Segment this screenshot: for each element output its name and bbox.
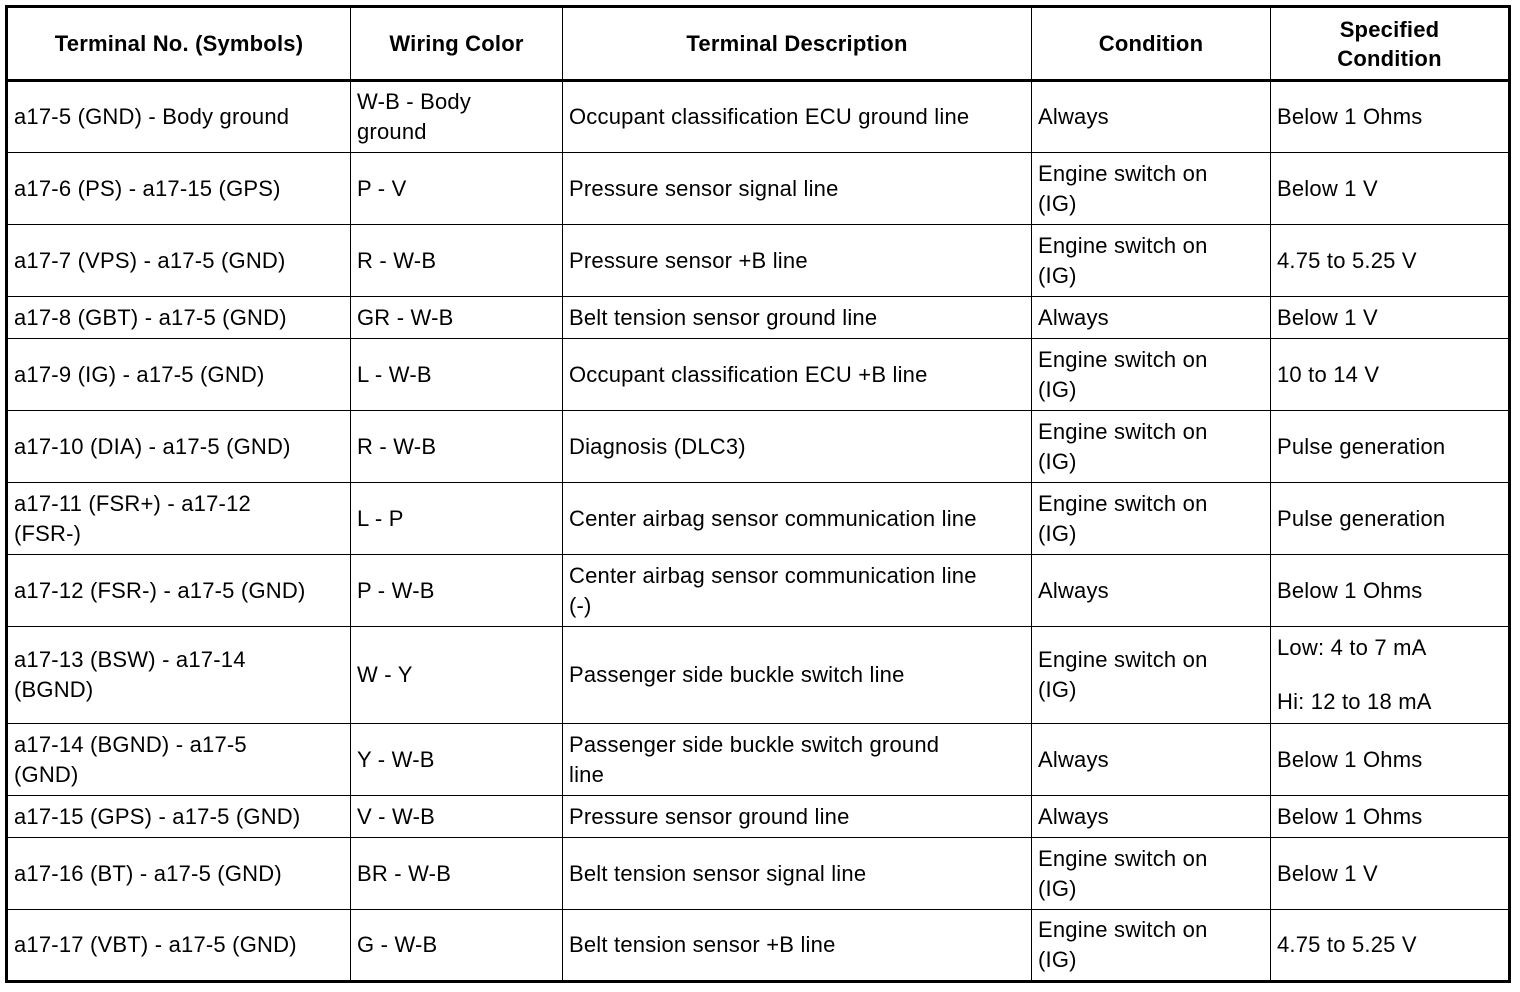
specified-condition-text: Below 1 Ohms [1277,577,1423,603]
wiring-color-cell [351,153,563,225]
condition-cell [1032,411,1271,483]
description-cell [563,81,1032,153]
description-cell [563,297,1032,339]
wiring-color-cell [351,411,563,483]
terminal-cell [7,411,351,483]
condition-cell-text: Engine switch on (IG) [1038,160,1208,216]
condition-cell-text: Always [1038,803,1109,829]
description-cell [563,796,1032,838]
wiring-color-cell-text: L - P [357,505,404,531]
terminal-cell-text: a17-7 (VPS) - a17-5 (GND) [14,247,286,273]
specified-condition-text: Low: 4 to 7 mA [1277,635,1427,660]
condition-cell [1032,627,1271,724]
condition-cell-text: Always [1038,304,1109,330]
terminal-cell [7,483,351,555]
specified-condition-cell [1271,225,1510,297]
table-row [7,297,1510,339]
terminal-cell [7,838,351,910]
terminal-cell [7,81,351,153]
description-cell [563,627,1032,724]
header-wiring-color: Wiring Color [351,7,563,81]
description-cell-text: Occupant classification ECU ground line [569,104,970,129]
table-row [7,796,1510,838]
condition-cell [1032,153,1271,225]
condition-cell [1032,555,1271,627]
specified-condition-cell [1271,483,1510,555]
terminal-cell-text: a17-17 (VBT) - a17-5 (GND) [14,932,297,957]
wiring-color-cell [351,555,563,627]
specified-condition-text: Pulse generation [1277,433,1446,459]
specified-condition-cell [1271,411,1510,483]
specified-condition-text: Below 1 V [1277,860,1378,886]
condition-cell [1032,81,1271,153]
terminal-cell-text: a17-10 (DIA) - a17-5 (GND) [14,433,291,459]
wiring-color-cell-text: P - V [357,175,407,201]
wiring-color-cell [351,724,563,796]
specified-condition-text: 10 to 14 V [1277,361,1380,387]
table-body [7,81,1510,982]
description-cell-text: Diagnosis (DLC3) [569,433,746,459]
description-cell-text: Belt tension sensor signal line [569,860,867,886]
wiring-color-cell-text: L - W-B [357,361,432,387]
condition-cell-text: Engine switch on (IG) [1038,917,1208,972]
table-row [7,724,1510,796]
wiring-color-cell [351,81,563,153]
description-cell [563,411,1032,483]
wiring-color-cell [351,339,563,411]
condition-cell [1032,483,1271,555]
table-row [7,910,1510,982]
description-cell-text: Pressure sensor ground line [569,803,850,829]
specified-condition-cell [1271,724,1510,796]
condition-cell-text: Engine switch on (IG) [1038,232,1208,288]
wiring-color-cell [351,796,563,838]
specified-condition-text: 4.75 to 5.25 V [1277,247,1417,273]
condition-cell-text: Engine switch on (IG) [1038,845,1208,901]
table-row [7,153,1510,225]
description-cell-text: Passenger side buckle switch line [569,662,905,687]
terminal-cell-text: a17-6 (PS) - a17-15 (GPS) [14,175,281,201]
condition-cell [1032,796,1271,838]
condition-cell [1032,225,1271,297]
description-cell [563,225,1032,297]
terminal-cell [7,724,351,796]
specified-condition-cell [1271,297,1510,339]
specified-condition-text: Below 1 V [1277,175,1378,201]
description-cell-text: Pressure sensor signal line [569,175,839,201]
condition-cell [1032,297,1271,339]
table-row [7,411,1510,483]
terminal-cell-text: a17-15 (GPS) - a17-5 (GND) [14,803,301,829]
description-cell-text: Pressure sensor +B line [569,247,808,273]
condition-cell-text: Always [1038,746,1109,772]
specified-condition-cell [1271,555,1510,627]
header-row [7,7,1510,81]
wiring-color-cell-text: R - W-B [357,247,437,273]
condition-cell [1032,339,1271,411]
wiring-color-cell-text: P - W-B [357,577,435,603]
description-cell [563,339,1032,411]
table-row [7,838,1510,910]
terminal-cell-text: a17-13 (BSW) - a17-14 (BGND) [14,647,246,702]
condition-cell-text: Engine switch on (IG) [1038,490,1208,546]
condition-cell [1032,724,1271,796]
specified-condition-cell [1271,153,1510,225]
table-row [7,483,1510,555]
condition-cell-text: Engine switch on (IG) [1038,647,1208,702]
condition-cell-text: Engine switch on (IG) [1038,346,1208,402]
table-row [7,627,1510,724]
terminal-cell-text: a17-8 (GBT) - a17-5 (GND) [14,304,287,330]
description-cell-text: Belt tension sensor ground line [569,304,878,330]
wiring-color-cell [351,225,563,297]
specified-condition-text: Below 1 Ohms [1277,104,1423,129]
header-condition: Condition [1032,7,1271,81]
specified-condition-cell [1271,339,1510,411]
terminal-cell-text: a17-14 (BGND) - a17-5 (GND) [14,731,247,787]
terminal-cell-text: a17-9 (IG) - a17-5 (GND) [14,361,265,387]
specified-condition-text: 4.75 to 5.25 V [1277,932,1417,957]
description-cell-text: Center airbag sensor communication line [569,505,977,531]
specified-condition-text: Below 1 Ohms [1277,746,1423,772]
description-cell [563,724,1032,796]
terminal-cell [7,339,351,411]
description-cell-text: Belt tension sensor +B line [569,932,836,957]
header-terminal: Terminal No. (Symbols) [7,7,351,81]
description-cell [563,838,1032,910]
specified-condition-cell [1271,910,1510,982]
table-row [7,555,1510,627]
terminal-cell-text: a17-12 (FSR-) - a17-5 (GND) [14,577,306,603]
wiring-color-cell [351,910,563,982]
terminal-cell [7,627,351,724]
condition-cell [1032,910,1271,982]
description-cell [563,555,1032,627]
specified-condition-text: Below 1 V [1277,304,1378,330]
wiring-color-cell-text: G - W-B [357,932,438,957]
specified-condition-cell [1271,81,1510,153]
wiring-color-cell-text: W - Y [357,662,413,687]
wiring-color-cell [351,297,563,339]
terminal-cell [7,225,351,297]
terminal-cell-text: a17-5 (GND) - Body ground [14,104,290,129]
terminal-cell [7,796,351,838]
specified-condition-cell [1271,796,1510,838]
condition-cell-text: Always [1038,577,1109,603]
wiring-color-cell-text: Y - W-B [357,746,435,772]
condition-cell [1032,838,1271,910]
specified-condition-text: Pulse generation [1277,505,1446,531]
terminal-cell-text: a17-11 (FSR+) - a17-12 (FSR-) [14,490,251,546]
terminal-cell [7,555,351,627]
table-row [7,225,1510,297]
description-cell-text: Passenger side buckle switch ground line [569,731,940,787]
terminal-cell [7,910,351,982]
specified-condition-text: Below 1 Ohms [1277,803,1423,829]
wiring-color-cell-text: R - W-B [357,433,437,459]
description-cell [563,483,1032,555]
description-cell-text: Center airbag sensor communication line (-) [569,562,977,618]
header-specified-condition: Specified Condition [1271,7,1510,81]
specified-condition-cell [1271,838,1510,910]
header-terminal-description: Terminal Description [563,7,1032,81]
wiring-color-cell-text: V - W-B [357,803,435,829]
table-row [7,339,1510,411]
description-cell-text: Occupant classification ECU +B line [569,361,928,387]
wiring-color-cell [351,483,563,555]
condition-cell-text: Always [1038,104,1109,129]
wiring-color-cell [351,627,563,724]
specified-condition-cell [1271,627,1510,724]
terminal-cell-text: a17-16 (BT) - a17-5 (GND) [14,860,282,886]
wiring-color-cell-text: W-B - Body ground [357,89,472,144]
wiring-color-cell-text: BR - W-B [357,860,452,886]
wiring-color-cell-text: GR - W-B [357,304,454,330]
specified-condition-text: Hi: 12 to 18 mA [1277,689,1432,714]
terminal-cell [7,297,351,339]
table-row [7,81,1510,153]
terminal-inspection-table [5,5,1511,983]
wiring-color-cell [351,838,563,910]
condition-cell-text: Engine switch on (IG) [1038,418,1208,474]
description-cell [563,910,1032,982]
table-header [7,7,1510,81]
description-cell [563,153,1032,225]
terminal-cell [7,153,351,225]
